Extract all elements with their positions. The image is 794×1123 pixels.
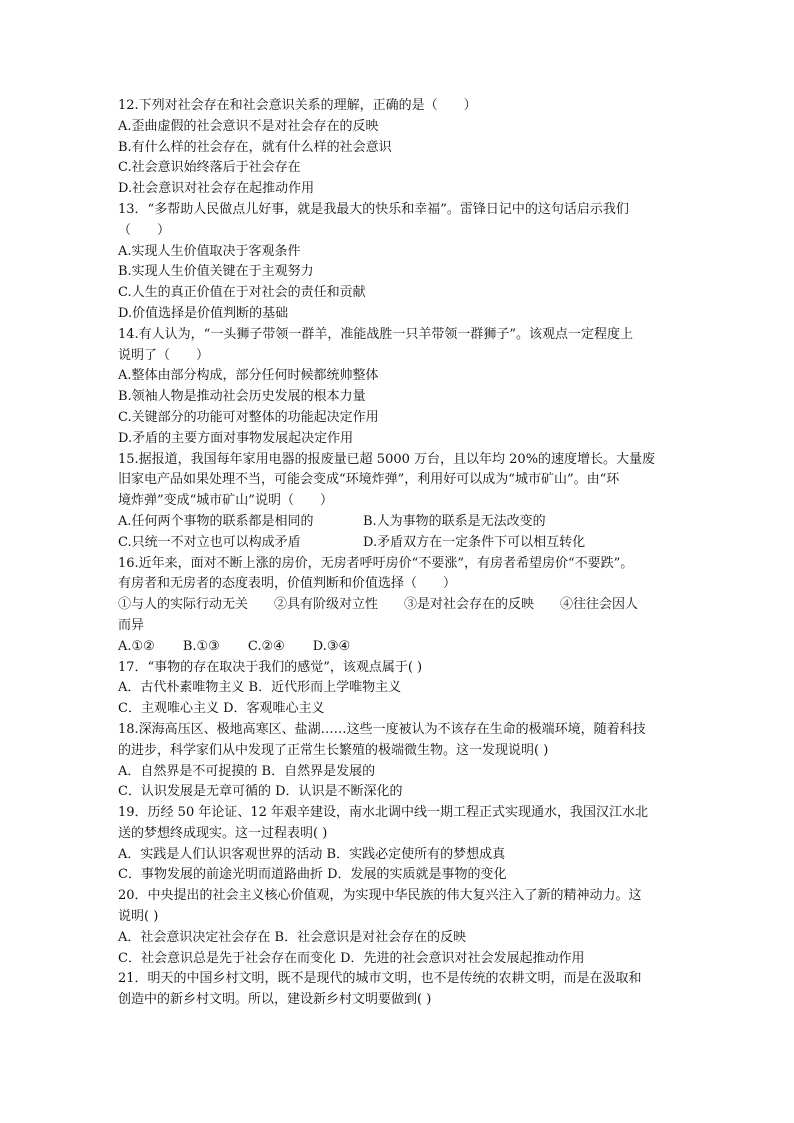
- q21-stem-cont: 创造中的新乡村文明。所以，建设新乡村文明要做到( ): [118, 992, 432, 1008]
- q19-stem-cont: 送的梦想终成现实。这一过程表明( ): [118, 825, 328, 841]
- q20-stem-cont: 说明( ): [118, 909, 159, 925]
- q13-option-a: A.实现人生价值取决于客观条件: [118, 243, 301, 259]
- q16-option-a: A.①②: [118, 638, 155, 654]
- exam-page: [118, 96, 688, 1011]
- q20-options-ab: A．社会意识决定社会存在 B．社会意识是对社会存在的反映: [118, 929, 467, 945]
- q19-options-ab: A．实践是人们认识客观世界的活动 B．实践必定使所有的梦想成真: [118, 846, 506, 862]
- q16-statement-3: ③是对社会存在的反映: [404, 597, 535, 613]
- q16-statement-2: ②具有阶级对立性: [274, 597, 379, 613]
- q19-options-cd: C．事物发展的前途光明而道路曲折 D．发展的实质就是事物的变化: [118, 867, 507, 883]
- q15-options-row-1: [118, 512, 688, 533]
- q17-stem: 17．“事物的存在取决于我们的感觉”，该观点属于( ): [118, 659, 423, 675]
- q12-option-a: A.歪曲虚假的社会意识不是对社会存在的反映: [118, 118, 379, 134]
- q14-option-a: A.整体由部分构成，部分任何时候都统帅整体: [118, 368, 379, 384]
- q15-option-a: A.任何两个事物的联系都是相同的: [118, 513, 314, 529]
- q18-options-ab: A．自然界是不可捉摸的 B．自然界是发展的: [118, 763, 376, 779]
- q14-stem: 14.有人认为，“一头狮子带领一群羊，准能战胜一只羊带领一群狮子”。该观点一定程度上: [118, 326, 633, 342]
- q15-option-b: B.人为事物的联系是无法改变的: [363, 513, 546, 529]
- q14-option-c: C.关键部分的功能可对整体的功能起决定作用: [118, 409, 379, 425]
- q16-stem: 16.近年来，面对不断上涨的房价，无房者呼吁房价“不要涨”，有房者希望房价“不要跌”。: [118, 555, 634, 571]
- q19-stem: 19．历经 50 年论证、12 年艰辛建设，南水北调中线一期工程正式实现通水，我国汉江水北: [118, 805, 649, 821]
- q18-stem-cont: 的进步，科学家们从中发现了正常生长繁殖的极端微生物。这一发现说明( ): [118, 742, 549, 758]
- q15-options-row-2: [118, 533, 688, 554]
- q12-option-d: D.社会意识对社会存在起推动作用: [118, 181, 315, 197]
- q16-statement-4: ④往往会因人: [560, 597, 639, 613]
- q20-stem: 20．中央提出的社会主义核心价值观，为实现中华民族的伟大复兴注入了新的精神动力。这: [118, 888, 642, 904]
- q15-option-d: D.矛盾双方在一定条件下可以相互转化: [363, 534, 586, 550]
- q14-option-d: D.矛盾的主要方面对事物发展起决定作用: [118, 430, 354, 446]
- q16-options: [118, 637, 688, 658]
- q21-stem: 21．明天的中国乡村文明，既不是现代的城市文明，也不是传统的农耕文明，而是在汲取和: [118, 971, 642, 987]
- q15-stem-cont-1: 旧家电产品如果处理不当，可能会变成“环境炸弹”，利用好可以成为“城市矿山”。由“环: [118, 472, 620, 488]
- q16-stem-cont: 有房者和无房者的态度表明，价值判断和价值选择（ ）: [118, 576, 457, 592]
- q20-options-cd: C．社会意识总是先于社会存在而变化 D．先进的社会意识对社会发展起推动作用: [118, 950, 585, 966]
- q13-stem: 13．“多帮助人民做点儿好事，就是我最大的快乐和幸福”。雷锋日记中的这句话启示我们: [118, 201, 629, 217]
- q16-statement-4-cont: 而异: [118, 617, 145, 633]
- q12-option-c: C.社会意识始终落后于社会存在: [118, 160, 301, 176]
- q17-options-ab: A．古代朴素唯物主义 B．近代形而上学唯物主义: [118, 680, 402, 696]
- q15-option-c: C.只统一不对立也可以构成矛盾: [118, 534, 301, 550]
- q18-options-cd: C．认识发展是无章可循的 D．认识是不断深化的: [118, 784, 403, 800]
- q12-option-b: B.有什么样的社会存在，就有什么样的社会意识: [118, 139, 392, 155]
- q16-statement-1: ①与人的实际行动无关: [118, 597, 249, 613]
- q12-stem: 12.下列对社会存在和社会意识关系的理解，正确的是（ ）: [118, 98, 477, 113]
- q14-option-b: B.领袖人物是推动社会历史发展的根本力量: [118, 389, 366, 405]
- q16-option-d: D.③④: [312, 638, 351, 654]
- q13-option-b: B.实现人生价值关键在于主观努力: [118, 264, 314, 280]
- q14-stem-cont: 说明了（ ）: [118, 347, 210, 363]
- q17-options-cd: C．主观唯心主义 D．客观唯心主义: [118, 701, 325, 717]
- q18-stem: 18.深海高压区、极地高寒区、盐湖……这些一度被认为不该存在生命的极端环境，随着科技: [118, 721, 646, 737]
- q13-stem-cont: （ ）: [118, 222, 171, 238]
- q15-stem-cont-2: 境炸弹”变成“城市矿山”说明（ ）: [118, 493, 333, 509]
- q16-option-b: B.①③: [182, 638, 220, 654]
- q13-option-d: D.价值选择是价值判断的基础: [118, 305, 289, 321]
- q13-option-c: C.人生的真正价值在于对社会的责任和贡献: [118, 285, 366, 301]
- q16-statements: [118, 595, 688, 616]
- q16-option-c: C.②④: [247, 638, 285, 654]
- q15-stem: 15.据报道，我国每年家用电器的报废量已超 5000 万台，且以年均 20%的速度增长。大量废: [118, 451, 656, 467]
